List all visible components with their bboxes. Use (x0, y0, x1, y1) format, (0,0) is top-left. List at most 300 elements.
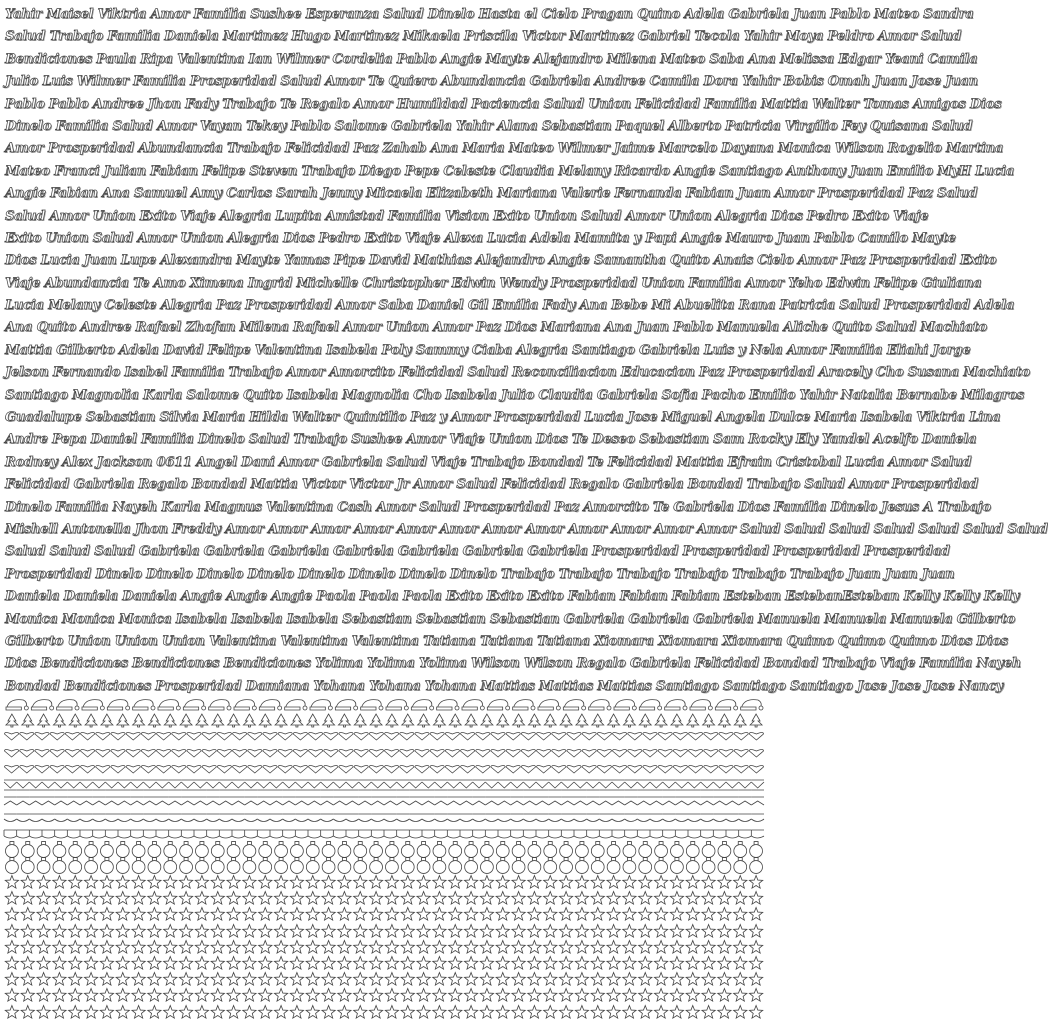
lace-strip-icon (384, 830, 397, 838)
star-icon (749, 876, 762, 889)
star-icon (21, 957, 34, 970)
heart-icon (658, 733, 672, 741)
star-icon (654, 1005, 667, 1018)
lace-strip-icon (245, 830, 258, 838)
scallop-strip-icon (105, 814, 118, 822)
star-icon (116, 989, 129, 1002)
heart-icon (749, 765, 763, 773)
star-icon (21, 892, 34, 905)
shape-row-svg (4, 890, 764, 906)
star-icon (718, 924, 731, 937)
star-icon (449, 924, 462, 937)
name-line: Lucia Melany Celeste Alegria Paz Prosperidad Amor Saba Daniel Gil Emilia Fady Ana Bebe Mi Abuelita Rana Patricia Salud Prosperidad Adela (5, 298, 1015, 314)
star-icon (591, 892, 604, 905)
name-line: Angie Fabian Ana Samuel Amy Carlos Sarah Jenny Micaela Elizabeth Mariana Valerie Fernanda Fabian Juan Amor Prosperidad Paz Salud (5, 186, 978, 202)
shape-row-svg (4, 712, 764, 728)
heart-icon (263, 749, 277, 757)
heart-icon (521, 749, 535, 757)
heart-icon (385, 749, 399, 757)
star-icon (528, 940, 541, 953)
star-icon (749, 1005, 762, 1018)
star-icon (53, 908, 66, 921)
star-icon (749, 940, 762, 953)
lace-strip-icon (473, 830, 486, 838)
shape-row (4, 890, 764, 906)
shape-row-svg (4, 728, 764, 744)
heart-icon (369, 749, 383, 757)
star-icon (544, 876, 557, 889)
ornament-ball-icon (69, 857, 82, 873)
name-lines-block (5, 4, 1048, 698)
star-icon (639, 989, 652, 1002)
heart-icon (613, 749, 627, 757)
christmas-tree-icon (449, 714, 461, 727)
star-icon (433, 924, 446, 937)
star-icon (243, 924, 256, 937)
star-icon (449, 1005, 462, 1018)
name-line: Salud Salud Salud Gabriela Gabriela Gabriela Gabriela Gabriela Gabriela Gabriela Prosperidad Prosperidad Prosperidad Prosperidad (5, 544, 950, 560)
star-icon (464, 1005, 477, 1018)
heart-icon (172, 749, 186, 757)
name-line: Andre Pepa Daniel Familia Dinelo Salud Trabajo Sushee Amor Viaje Union Dios Te Deseo Sebastian Sam Rocky Ely Yandel Acelfo Daniela (5, 432, 977, 448)
heart-icon (263, 765, 277, 773)
star-icon (84, 1005, 97, 1018)
jagged-strip-icon (726, 797, 739, 805)
ornament-ball-icon (6, 841, 19, 857)
star-icon (670, 908, 683, 921)
jagged-strip-icon (93, 797, 106, 805)
star-icon (338, 940, 351, 953)
star-icon (274, 973, 287, 986)
lace-strip-icon (55, 830, 68, 838)
star-icon (544, 1005, 557, 1018)
heart-icon (278, 765, 292, 773)
scallop-strip-icon (270, 814, 283, 822)
scallop-strip-icon (726, 814, 739, 822)
star-icon (179, 924, 192, 937)
star-icon (591, 924, 604, 937)
ornament-ball-icon (101, 841, 114, 857)
star-icon (211, 1005, 224, 1018)
christmas-tree-icon (703, 714, 715, 727)
star-icon (259, 876, 272, 889)
star-icon (195, 876, 208, 889)
shape-row-svg (4, 809, 764, 825)
ornament-ball-icon (401, 857, 414, 873)
star-icon (148, 924, 161, 937)
star-icon (528, 924, 541, 937)
scallop-strip-icon (156, 814, 169, 822)
star-icon (369, 989, 382, 1002)
christmas-tree-icon (133, 714, 145, 727)
star-icon (670, 973, 683, 986)
shape-row (4, 987, 764, 1003)
star-icon (148, 957, 161, 970)
ornament-ball-icon (101, 857, 114, 873)
star-icon (734, 940, 747, 953)
heart-icon (233, 749, 247, 757)
star-icon (433, 957, 446, 970)
star-icon (591, 876, 604, 889)
ornament-ball-icon (655, 841, 668, 857)
star-icon (116, 940, 129, 953)
star-icon (306, 1005, 319, 1018)
heart-icon (141, 765, 155, 773)
lace-strip-icon (688, 830, 701, 838)
star-icon (100, 1005, 113, 1018)
heart-icon (506, 733, 520, 741)
zigzag-border-icon (80, 780, 93, 790)
star-icon (670, 989, 683, 1002)
lace-strip-icon (701, 830, 714, 838)
star-icon (734, 989, 747, 1002)
zigzag-border-icon (194, 780, 207, 790)
zigzag-border-icon (257, 780, 270, 790)
heart-icon (613, 765, 627, 773)
name-line: Mateo Franci Julian Fabian Felipe Steven Trabajo Diego Pepe Celeste Claudia Melany Ricardo Angie Santiago Anthony Juan Emilio MyH Lucia (5, 163, 1015, 179)
star-icon (5, 924, 18, 937)
jagged-strip-icon (498, 797, 511, 805)
star-icon (53, 973, 66, 986)
scallop-strip-icon (587, 814, 600, 822)
star-icon (179, 908, 192, 921)
zigzag-border-icon (739, 780, 752, 790)
star-icon (512, 1005, 525, 1018)
heart-icon (278, 733, 292, 741)
star-icon (607, 940, 620, 953)
heart-icon (552, 749, 566, 757)
ornament-ball-icon (417, 841, 430, 857)
star-icon (369, 1005, 382, 1018)
lace-strip-icon (549, 830, 562, 838)
star-icon (639, 940, 652, 953)
star-icon (686, 957, 699, 970)
star-icon (417, 892, 430, 905)
star-icon (686, 876, 699, 889)
star-icon (607, 924, 620, 937)
jagged-strip-icon (308, 797, 321, 805)
name-line: Guadalupe Sebastian Silvia Maria Hilda Walter Quintilio Paz y Amor Prosperidad Lucia Jose Miguel Angela Dulce Maria Isabela Viktria Lina (5, 410, 1001, 426)
shape-row (4, 826, 764, 842)
heart-icon (537, 749, 551, 757)
star-icon (575, 908, 588, 921)
star-icon (116, 957, 129, 970)
star-icon (670, 876, 683, 889)
heart-icon (141, 749, 155, 757)
star-icon (575, 1005, 588, 1018)
ornament-ball-icon (734, 841, 747, 857)
star-icon (211, 989, 224, 1002)
star-icon (322, 892, 335, 905)
heart-icon (476, 749, 490, 757)
star-icon (401, 989, 414, 1002)
lace-strip-icon (675, 830, 688, 838)
santa-hat-icon (538, 700, 560, 710)
jagged-strip-icon (561, 797, 574, 805)
star-icon (702, 973, 715, 986)
scallop-strip-icon (143, 814, 156, 822)
name-line: Dinelo Familia Salud Amor Vayan Tekey Pablo Salome Gabriela Yahir Alana Sebastian Paquel Alberto Patricia Virgilio Fey Quisana Salud (5, 118, 973, 134)
heart-icon (415, 749, 429, 757)
christmas-tree-icon (338, 714, 350, 727)
shape-row (4, 745, 764, 761)
santa-hat-icon (133, 700, 155, 710)
ornament-ball-icon (37, 841, 50, 857)
star-icon (449, 876, 462, 889)
heart-icon (476, 733, 490, 741)
lace-strip-icon (321, 830, 334, 838)
heart-icon (430, 765, 444, 773)
star-icon (702, 924, 715, 937)
christmas-tree-icon (53, 714, 65, 727)
ornament-ball-icon (639, 857, 652, 873)
star-icon (639, 957, 652, 970)
star-icon (385, 924, 398, 937)
star-icon (654, 892, 667, 905)
star-icon (528, 973, 541, 986)
name-line: Salud Trabajo Familia Daniela Martinez Hugo Martinez Mikaela Priscila Victor Martinez Gabriel Tecola Yahir Moya Peldro Amor Salud (5, 29, 962, 45)
zigzag-border-icon (612, 780, 625, 790)
heart-icon (96, 765, 110, 773)
heart-icon (293, 765, 307, 773)
heart-icon (749, 733, 763, 741)
santa-hat-icon (310, 700, 332, 710)
star-icon (480, 1005, 493, 1018)
star-icon (338, 989, 351, 1002)
star-icon (433, 989, 446, 1002)
zigzag-border-icon (460, 780, 473, 790)
ornament-ball-icon (591, 857, 604, 873)
lace-strip-icon (67, 830, 80, 838)
heart-icon (309, 733, 323, 741)
heart-icon (400, 765, 414, 773)
ornament-ball-icon (196, 857, 209, 873)
shape-row-svg (4, 971, 764, 987)
santa-hat-icon (183, 700, 205, 710)
zigzag-border-icon (574, 780, 587, 790)
lace-strip-icon (308, 830, 321, 838)
zigzag-border-icon (29, 780, 42, 790)
star-icon (433, 892, 446, 905)
star-icon (148, 876, 161, 889)
heart-icon (506, 749, 520, 757)
scallop-strip-icon (498, 814, 511, 822)
star-icon (116, 924, 129, 937)
shape-row (4, 809, 764, 825)
jagged-strip-icon (612, 797, 625, 805)
star-icon (496, 876, 509, 889)
ornament-ball-icon (243, 857, 256, 873)
star-icon (195, 957, 208, 970)
name-line: Salud Amor Union Exito Viaje Alegria Lupita Amistad Familia Vision Exito Union Salud Amor Union Alegria Dios Pedro Exito Viaje (5, 208, 929, 224)
star-icon (575, 973, 588, 986)
star-icon (179, 989, 192, 1002)
christmas-tree-icon (85, 714, 97, 727)
star-icon (749, 957, 762, 970)
star-icon (69, 892, 82, 905)
scallop-strip-icon (257, 814, 270, 822)
star-icon (433, 908, 446, 921)
ornament-ball-icon (481, 841, 494, 857)
jagged-strip-icon (460, 797, 473, 805)
scallop-strip-icon (4, 814, 17, 822)
heart-icon (50, 733, 64, 741)
zigzag-border-icon (308, 780, 321, 790)
jagged-strip-icon (181, 797, 194, 805)
heart-icon (20, 749, 34, 757)
star-icon (243, 989, 256, 1002)
star-icon (211, 973, 224, 986)
star-icon (21, 924, 34, 937)
star-icon (179, 1005, 192, 1018)
star-icon (53, 892, 66, 905)
ornament-ball-icon (354, 857, 367, 873)
zigzag-border-icon (675, 780, 688, 790)
shape-row (4, 1004, 764, 1020)
santa-hat-icon (209, 700, 231, 710)
star-icon (623, 940, 636, 953)
scallop-strip-icon (447, 814, 460, 822)
lace-strip-icon (42, 830, 55, 838)
jagged-strip-icon (321, 797, 334, 805)
star-icon (37, 924, 50, 937)
star-icon (575, 924, 588, 937)
star-icon (496, 924, 509, 937)
heart-icon (309, 765, 323, 773)
shape-row-svg (4, 793, 764, 809)
star-icon (37, 908, 50, 921)
jagged-strip-icon (118, 797, 131, 805)
star-icon (702, 957, 715, 970)
star-icon (464, 989, 477, 1002)
shape-row-svg (4, 696, 764, 712)
star-icon (686, 973, 699, 986)
star-icon (654, 924, 667, 937)
name-line: Prosperidad Dinelo Dinelo Dinelo Dinelo Dinelo Dinelo Dinelo Dinelo Trabajo Trabajo Trabajo Trabajo Trabajo Trabajo Juan Juan Juan (5, 566, 955, 582)
lace-strip-icon (131, 830, 144, 838)
star-icon (243, 940, 256, 953)
star-icon (401, 1005, 414, 1018)
ornament-ball-icon (544, 841, 557, 857)
heart-icon (582, 733, 596, 741)
ornament-ball-icon (116, 841, 129, 857)
heart-icon (111, 749, 125, 757)
star-icon (464, 924, 477, 937)
star-icon (164, 957, 177, 970)
star-icon (84, 908, 97, 921)
star-icon (338, 973, 351, 986)
zigzag-border-icon (688, 780, 701, 790)
star-icon (654, 973, 667, 986)
star-icon (5, 876, 18, 889)
star-icon (417, 940, 430, 953)
ornament-ball-icon (259, 857, 272, 873)
ornament-ball-icon (164, 857, 177, 873)
star-icon (84, 892, 97, 905)
star-icon (306, 973, 319, 986)
christmas-tree-icon (196, 714, 208, 727)
star-icon (132, 973, 145, 986)
scallop-strip-icon (93, 814, 106, 822)
star-icon (623, 892, 636, 905)
scallop-strip-icon (308, 814, 321, 822)
star-icon (179, 973, 192, 986)
scallop-strip-icon (295, 814, 308, 822)
star-icon (211, 940, 224, 953)
star-icon (211, 908, 224, 921)
heart-icon (324, 733, 338, 741)
lace-strip-icon (295, 830, 308, 838)
heart-icon (521, 733, 535, 741)
lace-strip-icon (511, 830, 524, 838)
star-icon (734, 924, 747, 937)
heart-icon (734, 733, 748, 741)
heart-icon (689, 765, 703, 773)
shape-row-svg (4, 955, 764, 971)
heart-icon (172, 733, 186, 741)
lace-strip-icon (650, 830, 663, 838)
heart-icon (248, 733, 262, 741)
star-icon (354, 876, 367, 889)
star-icon (559, 957, 572, 970)
star-icon (623, 924, 636, 937)
heart-icon (202, 733, 216, 741)
heart-icon (233, 733, 247, 741)
star-icon (528, 1005, 541, 1018)
jagged-strip-icon (384, 797, 397, 805)
santa-hat-icon (715, 700, 737, 710)
zigzag-border-icon (359, 780, 372, 790)
star-icon (84, 940, 97, 953)
heart-icon (324, 765, 338, 773)
star-icon (718, 940, 731, 953)
scallop-strip-icon (17, 814, 30, 822)
star-icon (401, 876, 414, 889)
name-line: Dios Bendiciones Bendiciones Bendiciones Yolima Yolima Yolima Wilson Wilson Regalo Gabriela Felicidad Bondad Trabajo Viaje Familia Nayeh (5, 656, 1022, 672)
jagged-strip-icon (713, 797, 726, 805)
lace-strip-icon (435, 830, 448, 838)
star-icon (227, 1005, 240, 1018)
name-line: Julio Luis Wilmer Familia Prosperidad Salud Amor Te Quiero Abundancia Gabriela Andree Camila Dora Yahir Bobis Omah Juan Jose Juan (5, 74, 978, 90)
ornament-ball-icon (591, 841, 604, 857)
heart-icon (187, 749, 201, 757)
ornament-ball-icon (576, 841, 589, 857)
star-icon (417, 876, 430, 889)
star-icon (749, 892, 762, 905)
star-icon (480, 989, 493, 1002)
heart-icon (339, 733, 353, 741)
star-icon (322, 973, 335, 986)
heart-icon (445, 749, 459, 757)
heart-icon (187, 733, 201, 741)
star-icon (179, 940, 192, 953)
ornament-ball-icon (512, 857, 525, 873)
heart-icon (309, 749, 323, 757)
star-icon (417, 924, 430, 937)
zigzag-border-icon (409, 780, 422, 790)
christmas-tree-icon (148, 714, 160, 727)
star-icon (401, 908, 414, 921)
star-icon (243, 957, 256, 970)
star-icon (496, 908, 509, 921)
ornament-ball-icon (306, 857, 319, 873)
jagged-strip-icon (587, 797, 600, 805)
scallop-strip-icon (409, 814, 422, 822)
star-icon (5, 989, 18, 1002)
star-icon (369, 957, 382, 970)
star-icon (718, 957, 731, 970)
star-icon (243, 973, 256, 986)
